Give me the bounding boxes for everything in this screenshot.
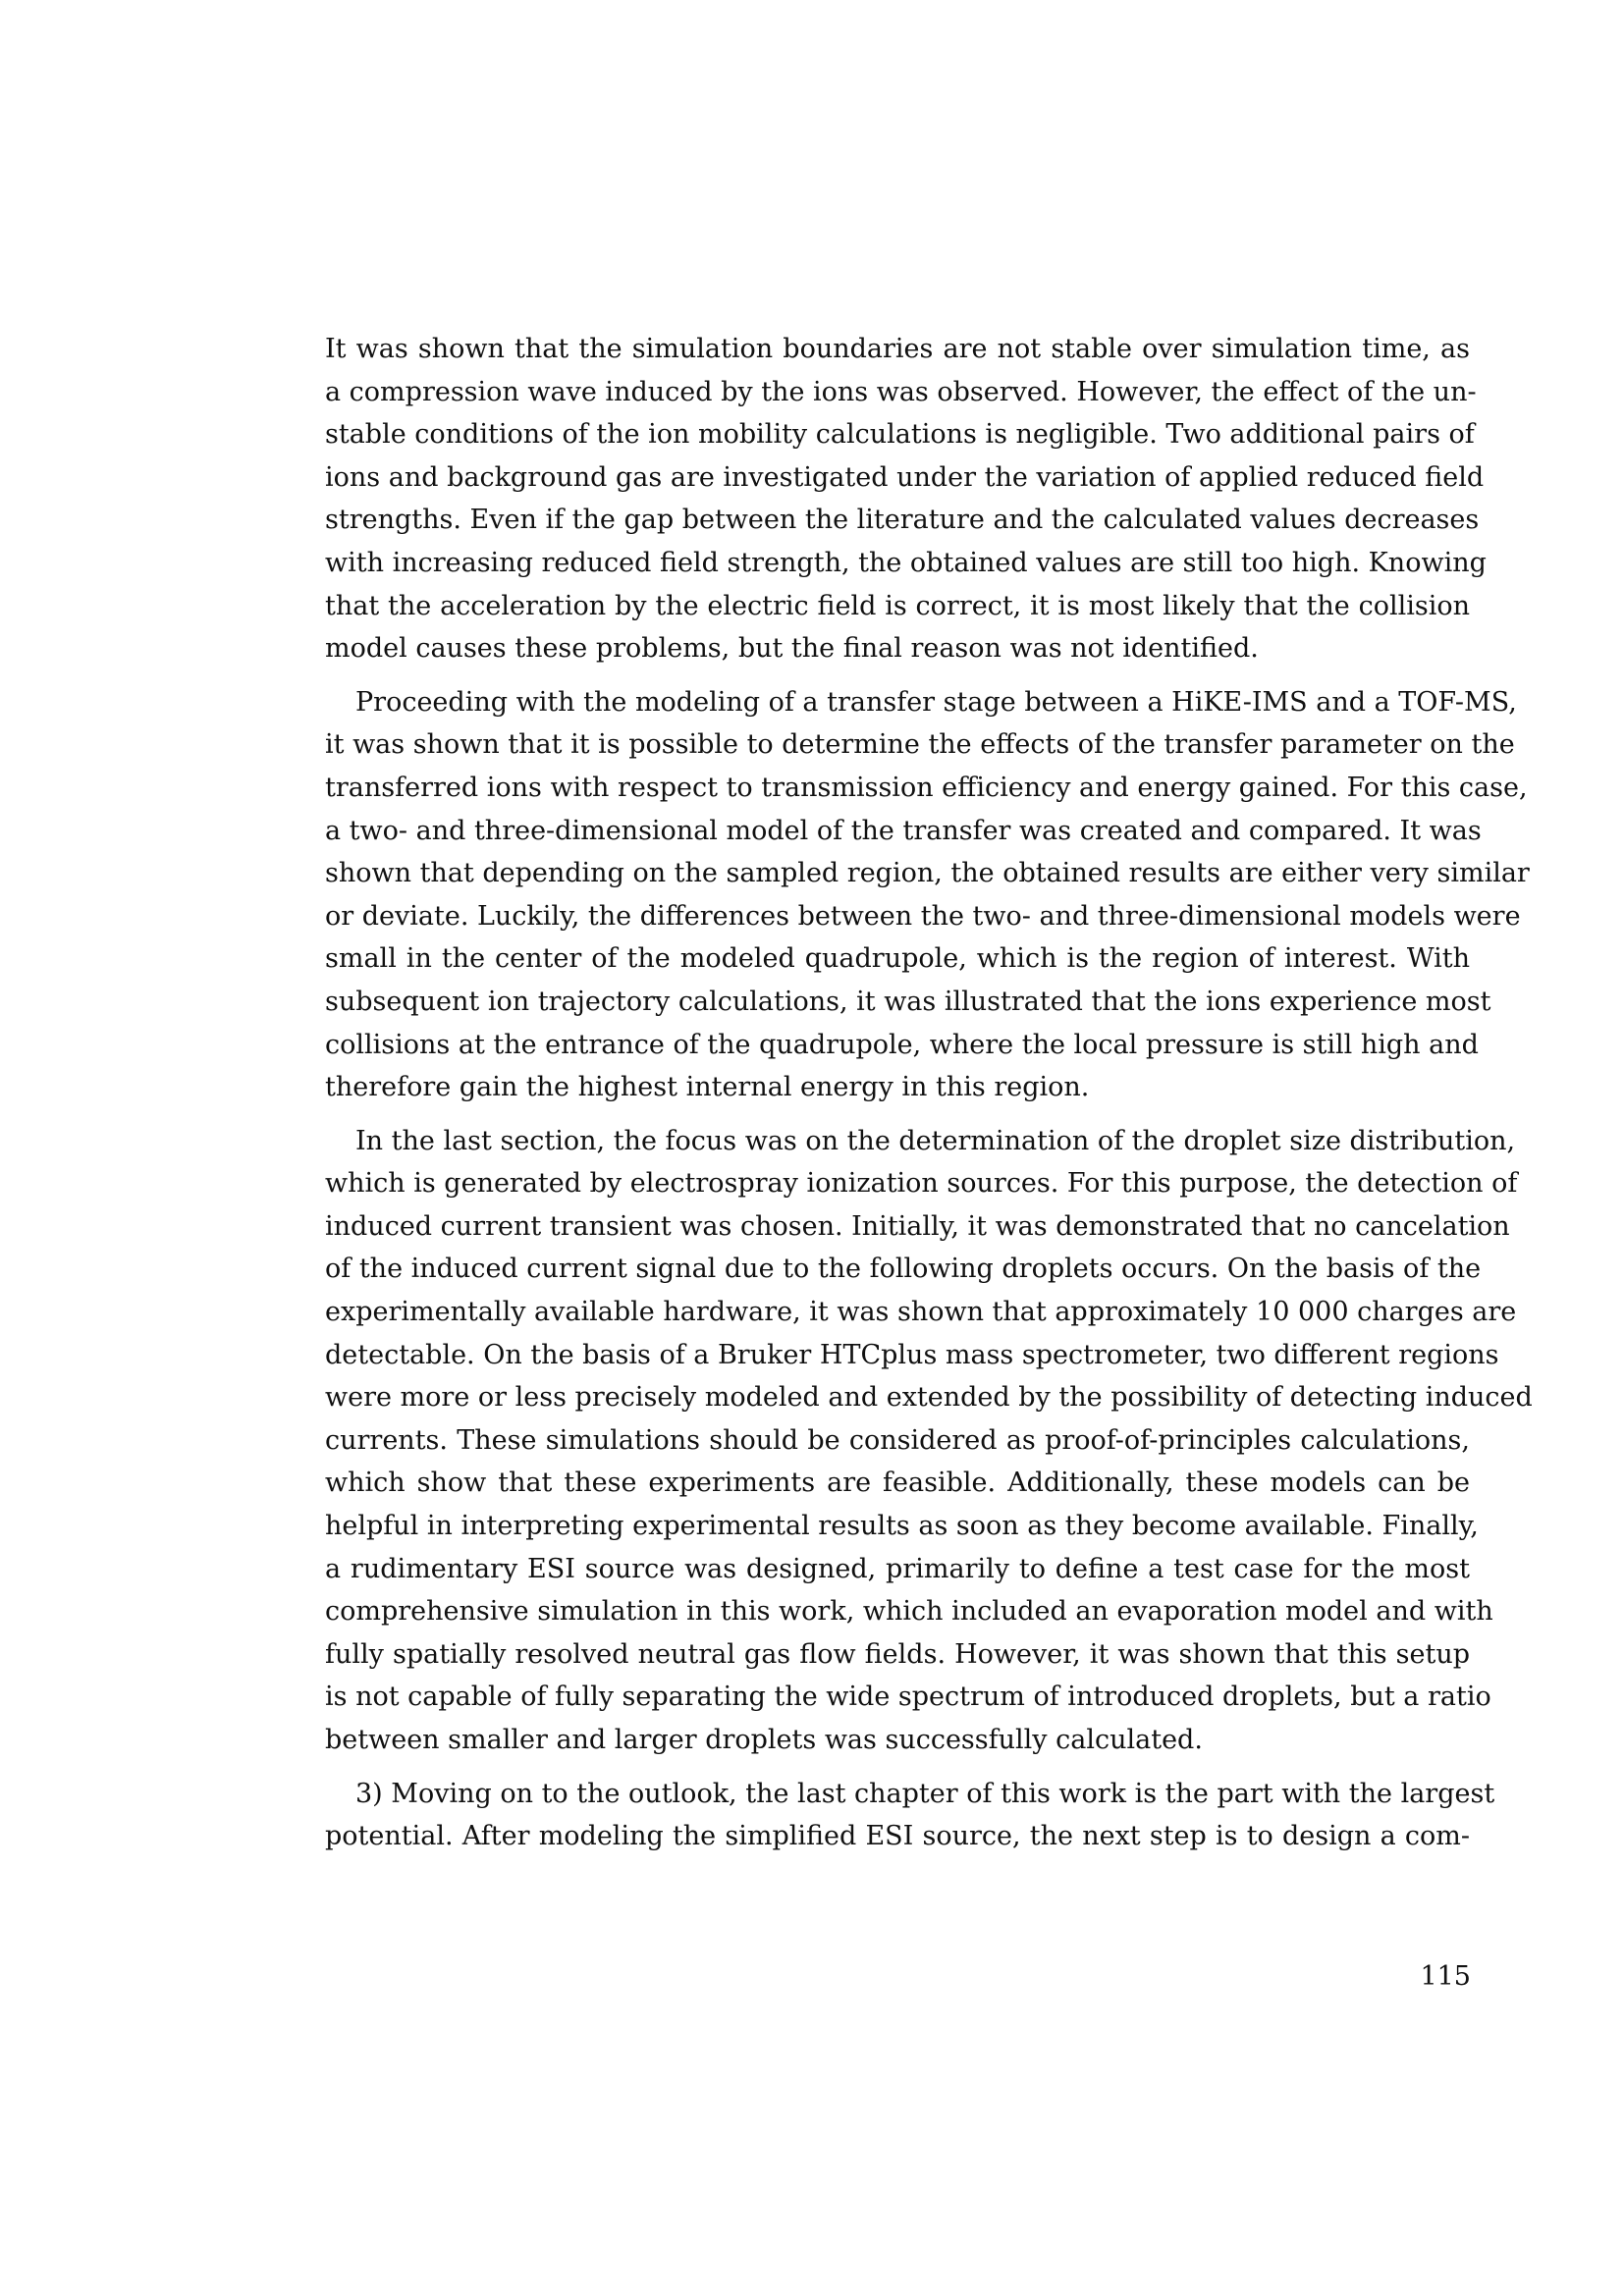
text-line: ions and background gas are investigated under the variation of applied reduced field: [325, 461, 1485, 493]
text-line: detectable. On the basis of a Bruker HTCplus mass spectrometer, two different regions: [325, 1339, 1499, 1370]
text-line: with increasing reduced field strength, the obtained values are still too high. Knowing: [325, 547, 1487, 578]
text-line: therefore gain the highest internal energy in this region.: [325, 1072, 1090, 1103]
text-line: which is generated by electrospray ionization sources. For this purpose, the detection of: [325, 1168, 1518, 1200]
text-line: between smaller and larger droplets was successfully calculated.: [325, 1725, 1203, 1755]
text-line: a two- and three-dimensional model of the transfer was created and compared. It was: [325, 815, 1482, 846]
text-line: potential. After modeling the simplified ESI source, the next step is to design a com-: [325, 1821, 1470, 1852]
paragraph-outlook: [325, 1773, 1495, 1858]
text-line: subsequent ion trajectory calculations, it was illustrated that the ions experience most: [325, 986, 1491, 1017]
text-line: a rudimentary ESI source was designed, primarily to define a test case for the most: [325, 1553, 1470, 1584]
paragraph-transfer-stage: [325, 681, 1530, 1109]
text-line: induced current transient was chosen. Initially, it was demonstrated that no cancelation: [325, 1210, 1510, 1242]
text-line: strengths. Even if the gap between the literature and the calculated values decreases: [325, 505, 1480, 536]
text-line: In the last section, the focus was on the determination of the droplet size distribution,: [355, 1125, 1516, 1156]
text-line: that the acceleration by the electric field is correct, it is most likely that the collision: [325, 590, 1470, 621]
text-line: model causes these problems, but the final reason was not identified.: [325, 633, 1259, 665]
text-line: It was shown that the simulation boundaries are not stable over simulation time, as: [325, 334, 1470, 364]
text-line: currents. These simulations should be considered as proof-of-principles calculations,: [325, 1424, 1470, 1456]
text-line: 3) Moving on to the outlook, the last chapter of this work is the part with the largest: [355, 1778, 1495, 1809]
text-line: comprehensive simulation in this work, which included an evaporation model and with: [325, 1596, 1493, 1628]
paragraph-droplet-size: [325, 1120, 1533, 1762]
page-number: 115: [1420, 1961, 1471, 1992]
text-line: or deviate. Luckily, the differences between the two- and three-dimensional models were: [325, 900, 1521, 932]
text-line: is not capable of fully separating the wide spectrum of introduced droplets, but a ratio: [325, 1682, 1491, 1713]
body-text: [325, 328, 1533, 1869]
text-line: transferred ions with respect to transmission efficiency and energy gained. For this case,: [325, 772, 1528, 803]
text-line: stable conditions of the ion mobility calculations is negligible. Two additional pairs of: [325, 419, 1475, 451]
text-line: helpful in interpreting experimental results as soon as they become available. Finally,: [325, 1511, 1479, 1542]
text-line: a compression wave induced by the ions was observed. However, the effect of the un-: [325, 376, 1477, 407]
text-line: collisions at the entrance of the quadrupole, where the local pressure is still high and: [325, 1029, 1479, 1060]
paragraph-simulation-boundaries: [325, 328, 1487, 670]
text-line: fully spatially resolved neutral gas flow fields. However, it was shown that this setup: [325, 1638, 1470, 1670]
text-line: small in the center of the modeled quadrupole, which is the region of interest. With: [325, 943, 1470, 975]
text-line: were more or less precisely modeled and extended by the possibility of detecting induced: [325, 1382, 1533, 1414]
text-line: shown that depending on the sampled region, the obtained results are either very similar: [325, 858, 1530, 889]
text-line: Proceeding with the modeling of a transfer stage between a HiKE-IMS and a TOF-MS,: [355, 686, 1517, 718]
text-line: it was shown that it is possible to determine the effects of the transfer parameter on the: [325, 729, 1515, 761]
text-line: of the induced current signal due to the following droplets occurs. On the basis of the: [325, 1254, 1482, 1285]
text-line: which show that these experiments are feasible. Additionally, these models can be: [325, 1468, 1470, 1499]
text-line: experimentally available hardware, it was shown that approximately 10 000 charges are: [325, 1297, 1517, 1328]
